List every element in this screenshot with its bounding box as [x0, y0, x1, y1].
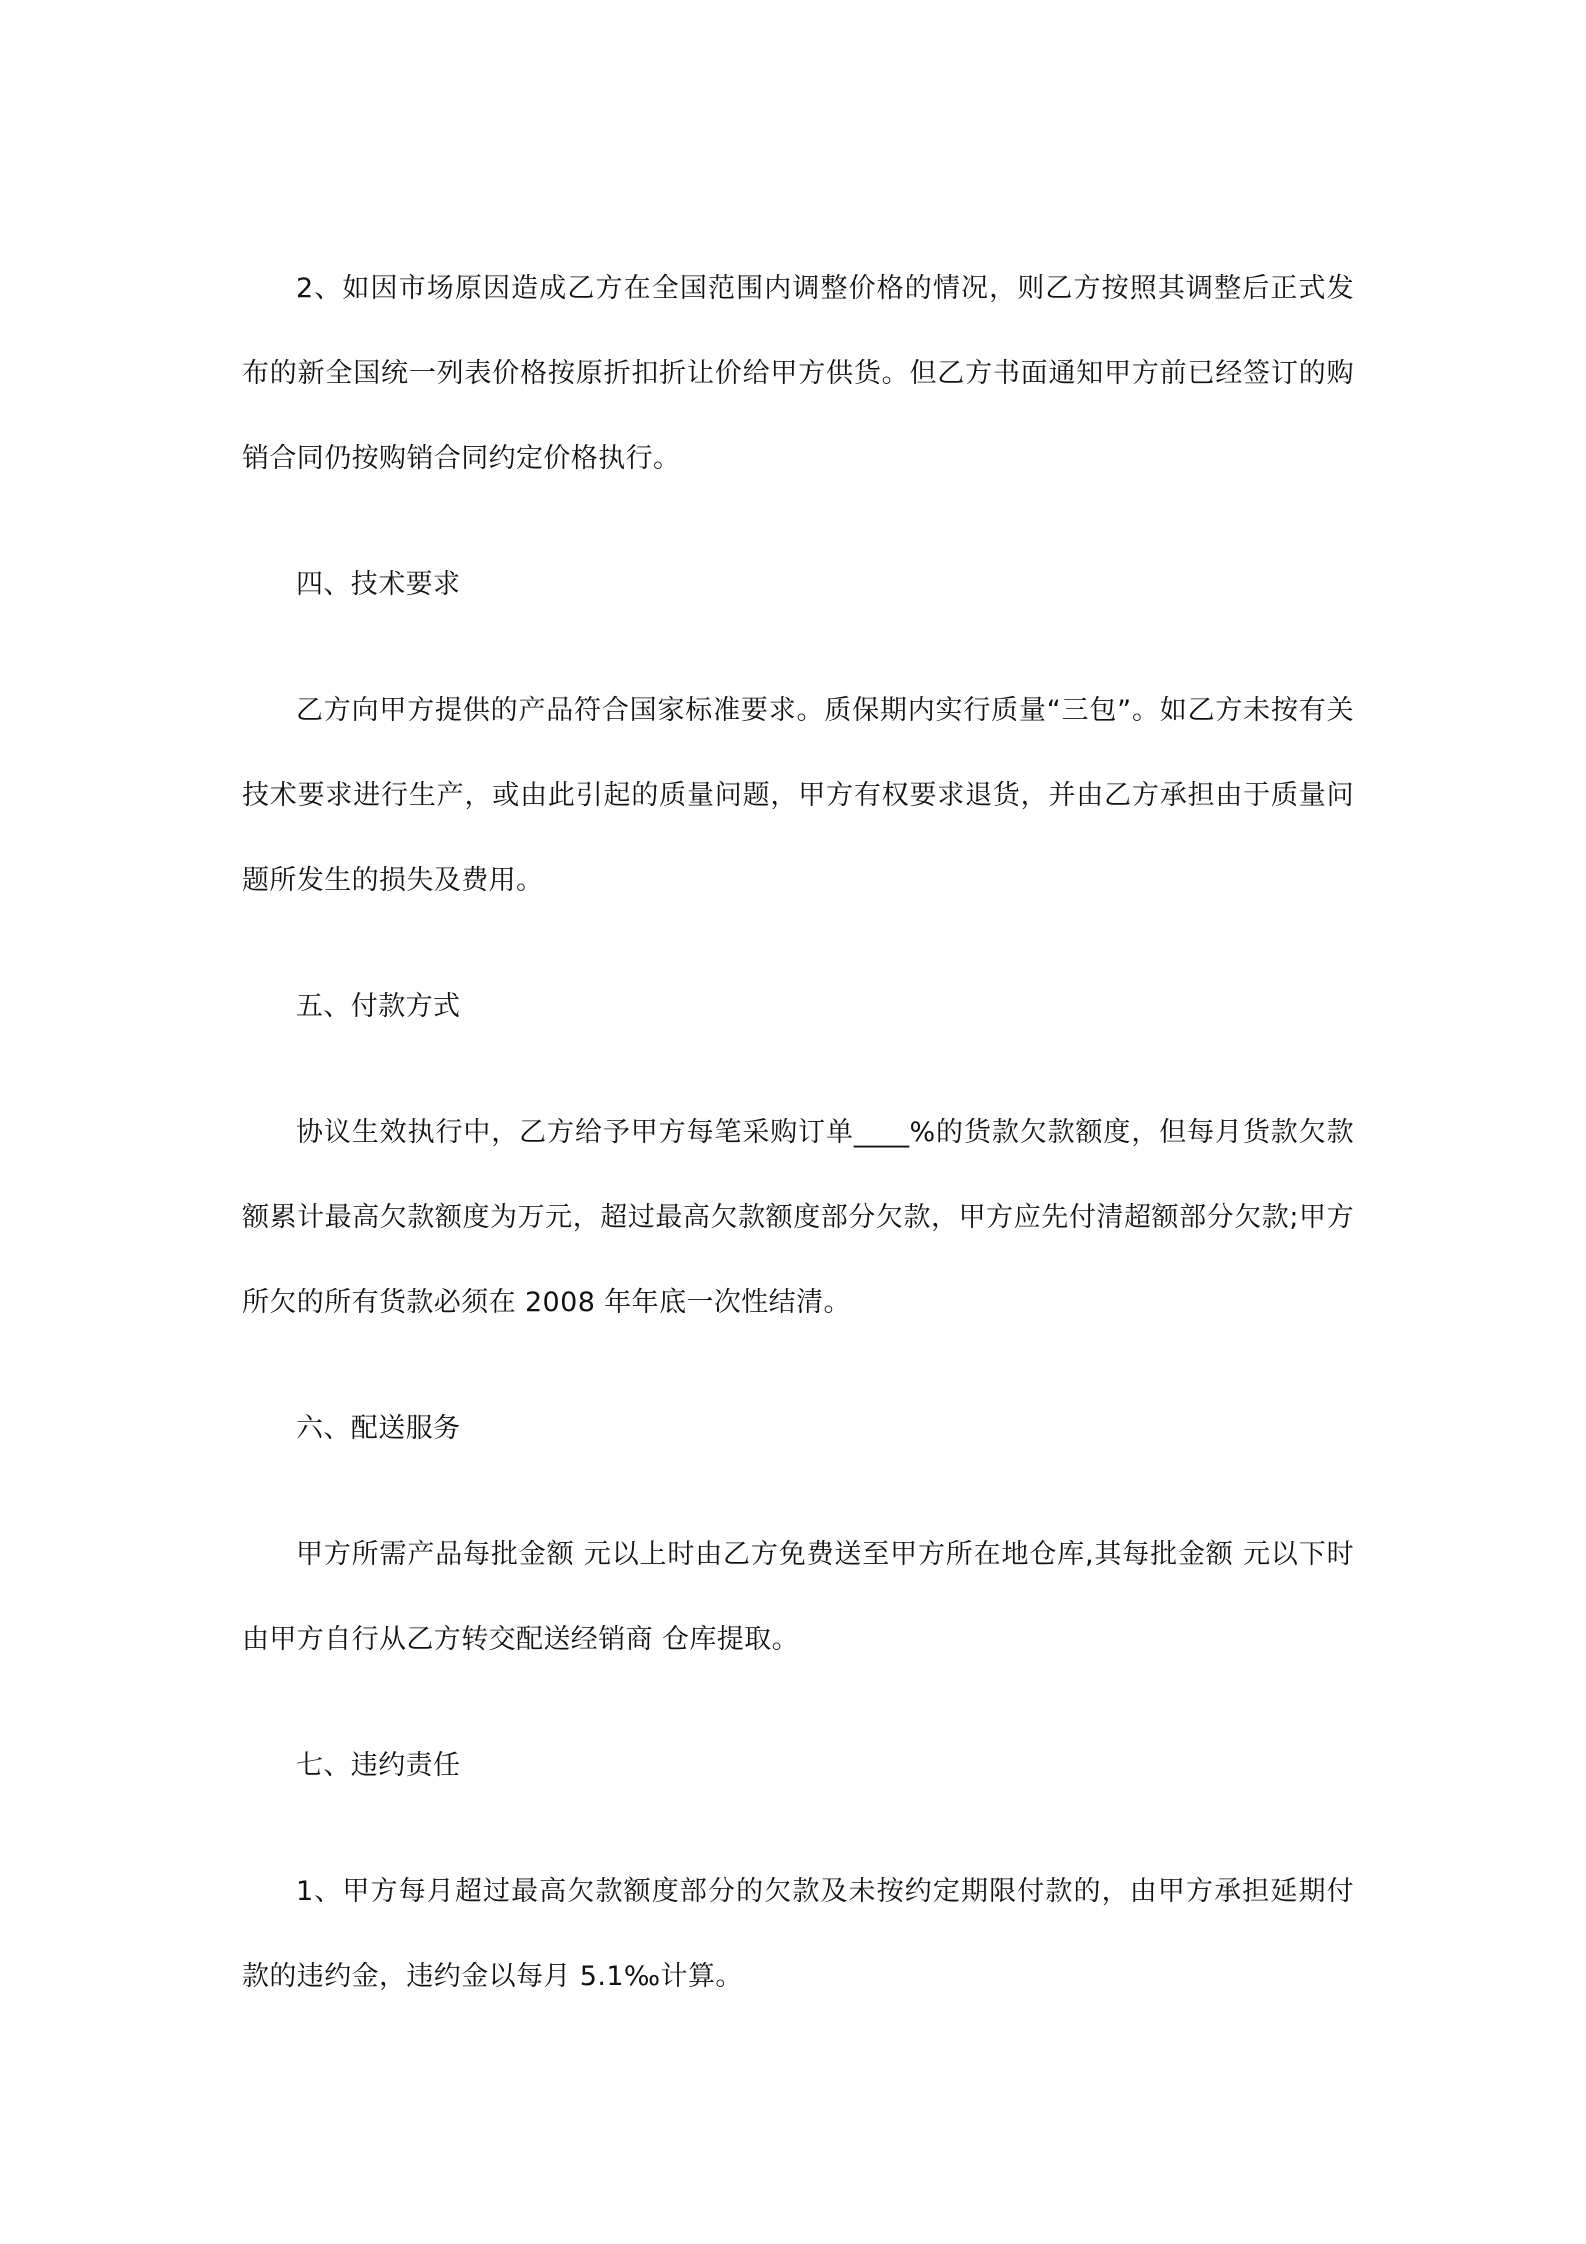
payment-method-paragraph: 协议生效执行中，乙方给予甲方每笔采购订单____%的货款欠款额度，但每月货款欠款额累计最高欠款额度为万元，超过最高欠款额度部分欠款，甲方应先付清超额部分欠款;甲方所欠的所有货款必须在 2008 年年底一次性结清。: [242, 1117, 1354, 1318]
section-heading-liability: 七、违约责任: [296, 1750, 461, 1781]
document-body: [242, 246, 1354, 2060]
delivery-service-paragraph: 甲方所需产品每批金额 元以上时由乙方免费送至甲方所在地仓库,其每批金额 元以下时由甲方自行从乙方转交配送经销商 仓库提取。: [242, 1539, 1354, 1655]
liability-paragraph: 1、甲方每月超过最高欠款额度部分的欠款及未按约定期限付款的，由甲方承担延期付款的违约金，违约金以每月 5.1‰计算。: [242, 1876, 1354, 1992]
section-heading-technical-requirements: 四、技术要求: [296, 569, 461, 600]
price-adjustment-paragraph: 2、如因市场原因造成乙方在全国范围内调整价格的情况，则乙方按照其调整后正式发布的新全国统一列表价格按原折扣折让价给甲方供货。但乙方书面通知甲方前已经签订的购销合同仍按购销合同约定价格执行。: [242, 273, 1354, 474]
technical-requirements-paragraph: 乙方向甲方提供的产品符合国家标准要求。质保期内实行质量“三包”。如乙方未按有关技术要求进行生产，或由此引起的质量问题，甲方有权要求退货，并由乙方承担由于质量问题所发生的损失及费用。: [242, 695, 1354, 896]
section-heading-delivery-service: 六、配送服务: [296, 1413, 461, 1444]
section-heading-payment-method: 五、付款方式: [296, 991, 461, 1022]
